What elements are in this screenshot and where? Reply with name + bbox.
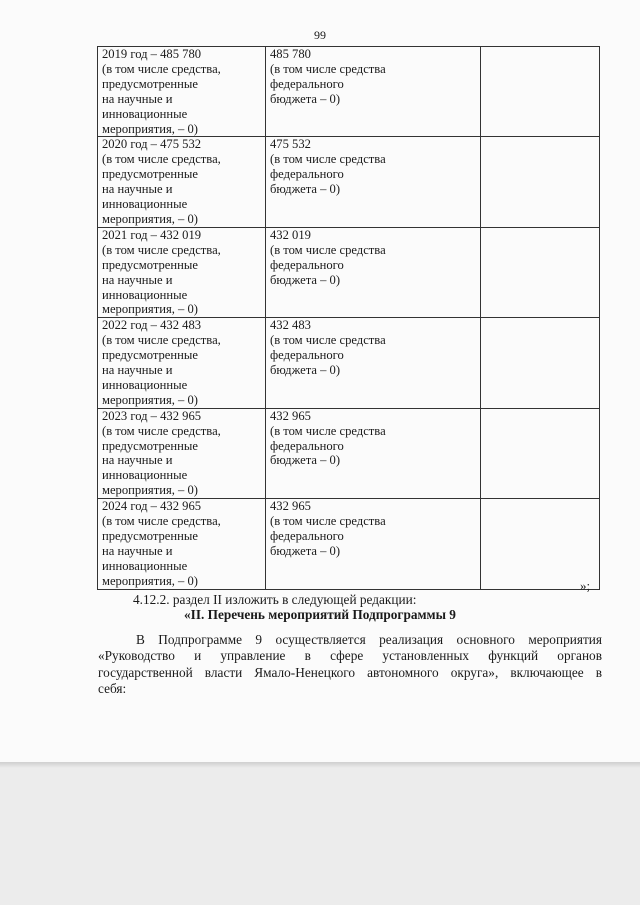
cell-line: мероприятия, – 0): [102, 483, 198, 498]
empty-cell: [481, 318, 600, 408]
cell-line: бюджета – 0): [270, 91, 341, 106]
cell-line: (в том числе средства,: [102, 514, 221, 529]
paragraph-line: «Руководство и управление в сфере установленных функций органов: [98, 648, 602, 664]
cell-line: бюджета – 0): [270, 363, 341, 378]
year-total-cell: [98, 47, 266, 137]
cell-line: инновационные: [102, 287, 188, 302]
page-number: 99: [314, 28, 326, 42]
cell-line: (в том числе средства,: [102, 152, 221, 167]
table-row: [98, 227, 600, 317]
cell-line: 2021 год – 432 019: [102, 227, 202, 242]
cell-line: (в том числе средства: [270, 242, 386, 257]
cell-line: федерального: [270, 438, 344, 453]
cell-line: мероприятия, – 0): [102, 211, 198, 226]
cell-line: предусмотренные: [102, 167, 198, 182]
cell-line: бюджета – 0): [270, 453, 341, 468]
cell-line: 432 483: [270, 318, 311, 333]
federal-budget-cell: [266, 408, 481, 498]
year-total-cell: [98, 137, 266, 227]
year-total-cell: [98, 227, 266, 317]
funding-table: [97, 46, 600, 590]
cell-line: бюджета – 0): [270, 272, 341, 287]
paragraph-line: В Подпрограмме 9 осуществляется реализация основного мероприятия: [136, 632, 602, 647]
federal-budget-cell: [266, 499, 481, 589]
body-paragraph: [98, 632, 602, 698]
empty-cell: [481, 137, 600, 227]
cell-line: инновационные: [102, 558, 188, 573]
cell-line: (в том числе средства: [270, 423, 386, 438]
cell-line: (в том числе средства: [270, 61, 386, 76]
cell-line: федерального: [270, 76, 344, 91]
cell-line: федерального: [270, 257, 344, 272]
cell-line: 2023 год – 432 965: [102, 408, 202, 423]
table-row: [98, 137, 600, 227]
cell-line: (в том числе средства: [270, 152, 386, 167]
cell-line: на научные и: [102, 453, 173, 468]
funding-table-body: [98, 47, 600, 590]
cell-line: на научные и: [102, 543, 173, 558]
cell-line: на научные и: [102, 363, 173, 378]
cell-line: 475 532: [270, 137, 311, 152]
cell-line: федерального: [270, 167, 344, 182]
table-row: [98, 499, 600, 589]
cell-line: 2024 год – 432 965: [102, 499, 202, 514]
cell-line: (в том числе средства: [270, 333, 386, 348]
table-row: [98, 47, 600, 137]
cell-line: 2020 год – 475 532: [102, 137, 202, 152]
cell-line: 432 019: [270, 227, 311, 242]
closing-quote: »;: [580, 578, 591, 593]
cell-line: предусмотренные: [102, 257, 198, 272]
cell-line: мероприятия, – 0): [102, 392, 198, 407]
cell-line: бюджета – 0): [270, 182, 341, 197]
cell-line: (в том числе средства,: [102, 242, 221, 257]
table-row: [98, 318, 600, 408]
paragraph-line: себя:: [98, 681, 127, 697]
federal-budget-cell: [266, 318, 481, 408]
cell-line: мероприятия, – 0): [102, 573, 198, 588]
federal-budget-cell: [266, 47, 481, 137]
cell-line: (в том числе средства: [270, 514, 386, 529]
empty-cell: [481, 408, 600, 498]
section-heading: «II. Перечень мероприятий Подпрограммы 9: [184, 607, 456, 622]
cell-line: федерального: [270, 529, 344, 543]
cell-line: 432 965: [270, 408, 311, 423]
year-total-cell: [98, 318, 266, 408]
cell-line: на научные и: [102, 182, 173, 197]
cell-line: мероприятия, – 0): [102, 302, 198, 317]
page-edge-shadow: [0, 762, 640, 768]
cell-line: инновационные: [102, 197, 188, 212]
cell-line: инновационные: [102, 468, 188, 483]
cell-line: предусмотренные: [102, 529, 198, 543]
cell-line: инновационные: [102, 377, 188, 392]
year-total-cell: [98, 499, 266, 589]
cell-line: мероприятия, – 0): [102, 121, 198, 136]
table-row: [98, 408, 600, 498]
empty-cell: [481, 47, 600, 137]
empty-cell: [481, 227, 600, 317]
empty-cell: [481, 499, 600, 589]
cell-line: бюджета – 0): [270, 543, 341, 558]
cell-line: на научные и: [102, 91, 173, 106]
cell-line: 432 965: [270, 499, 311, 514]
paragraph-line: государственной власти Ямало-Ненецкого автономного округа», включающее в: [98, 664, 602, 680]
cell-line: предусмотренные: [102, 76, 198, 91]
cell-line: 485 780: [270, 47, 311, 61]
federal-budget-cell: [266, 137, 481, 227]
cell-line: 2022 год – 432 483: [102, 318, 202, 333]
cell-line: федерального: [270, 348, 344, 363]
cell-line: предусмотренные: [102, 348, 198, 363]
federal-budget-cell: [266, 227, 481, 317]
cell-line: на научные и: [102, 272, 173, 287]
cell-line: (в том числе средства,: [102, 333, 221, 348]
cell-line: (в том числе средства,: [102, 61, 221, 76]
cell-line: (в том числе средства,: [102, 423, 221, 438]
cell-line: 2019 год – 485 780: [102, 47, 202, 61]
cell-line: предусмотренные: [102, 438, 198, 453]
cell-line: инновационные: [102, 106, 188, 121]
amendment-line: 4.12.2. раздел II изложить в следующей редакции:: [133, 592, 417, 607]
year-total-cell: [98, 408, 266, 498]
